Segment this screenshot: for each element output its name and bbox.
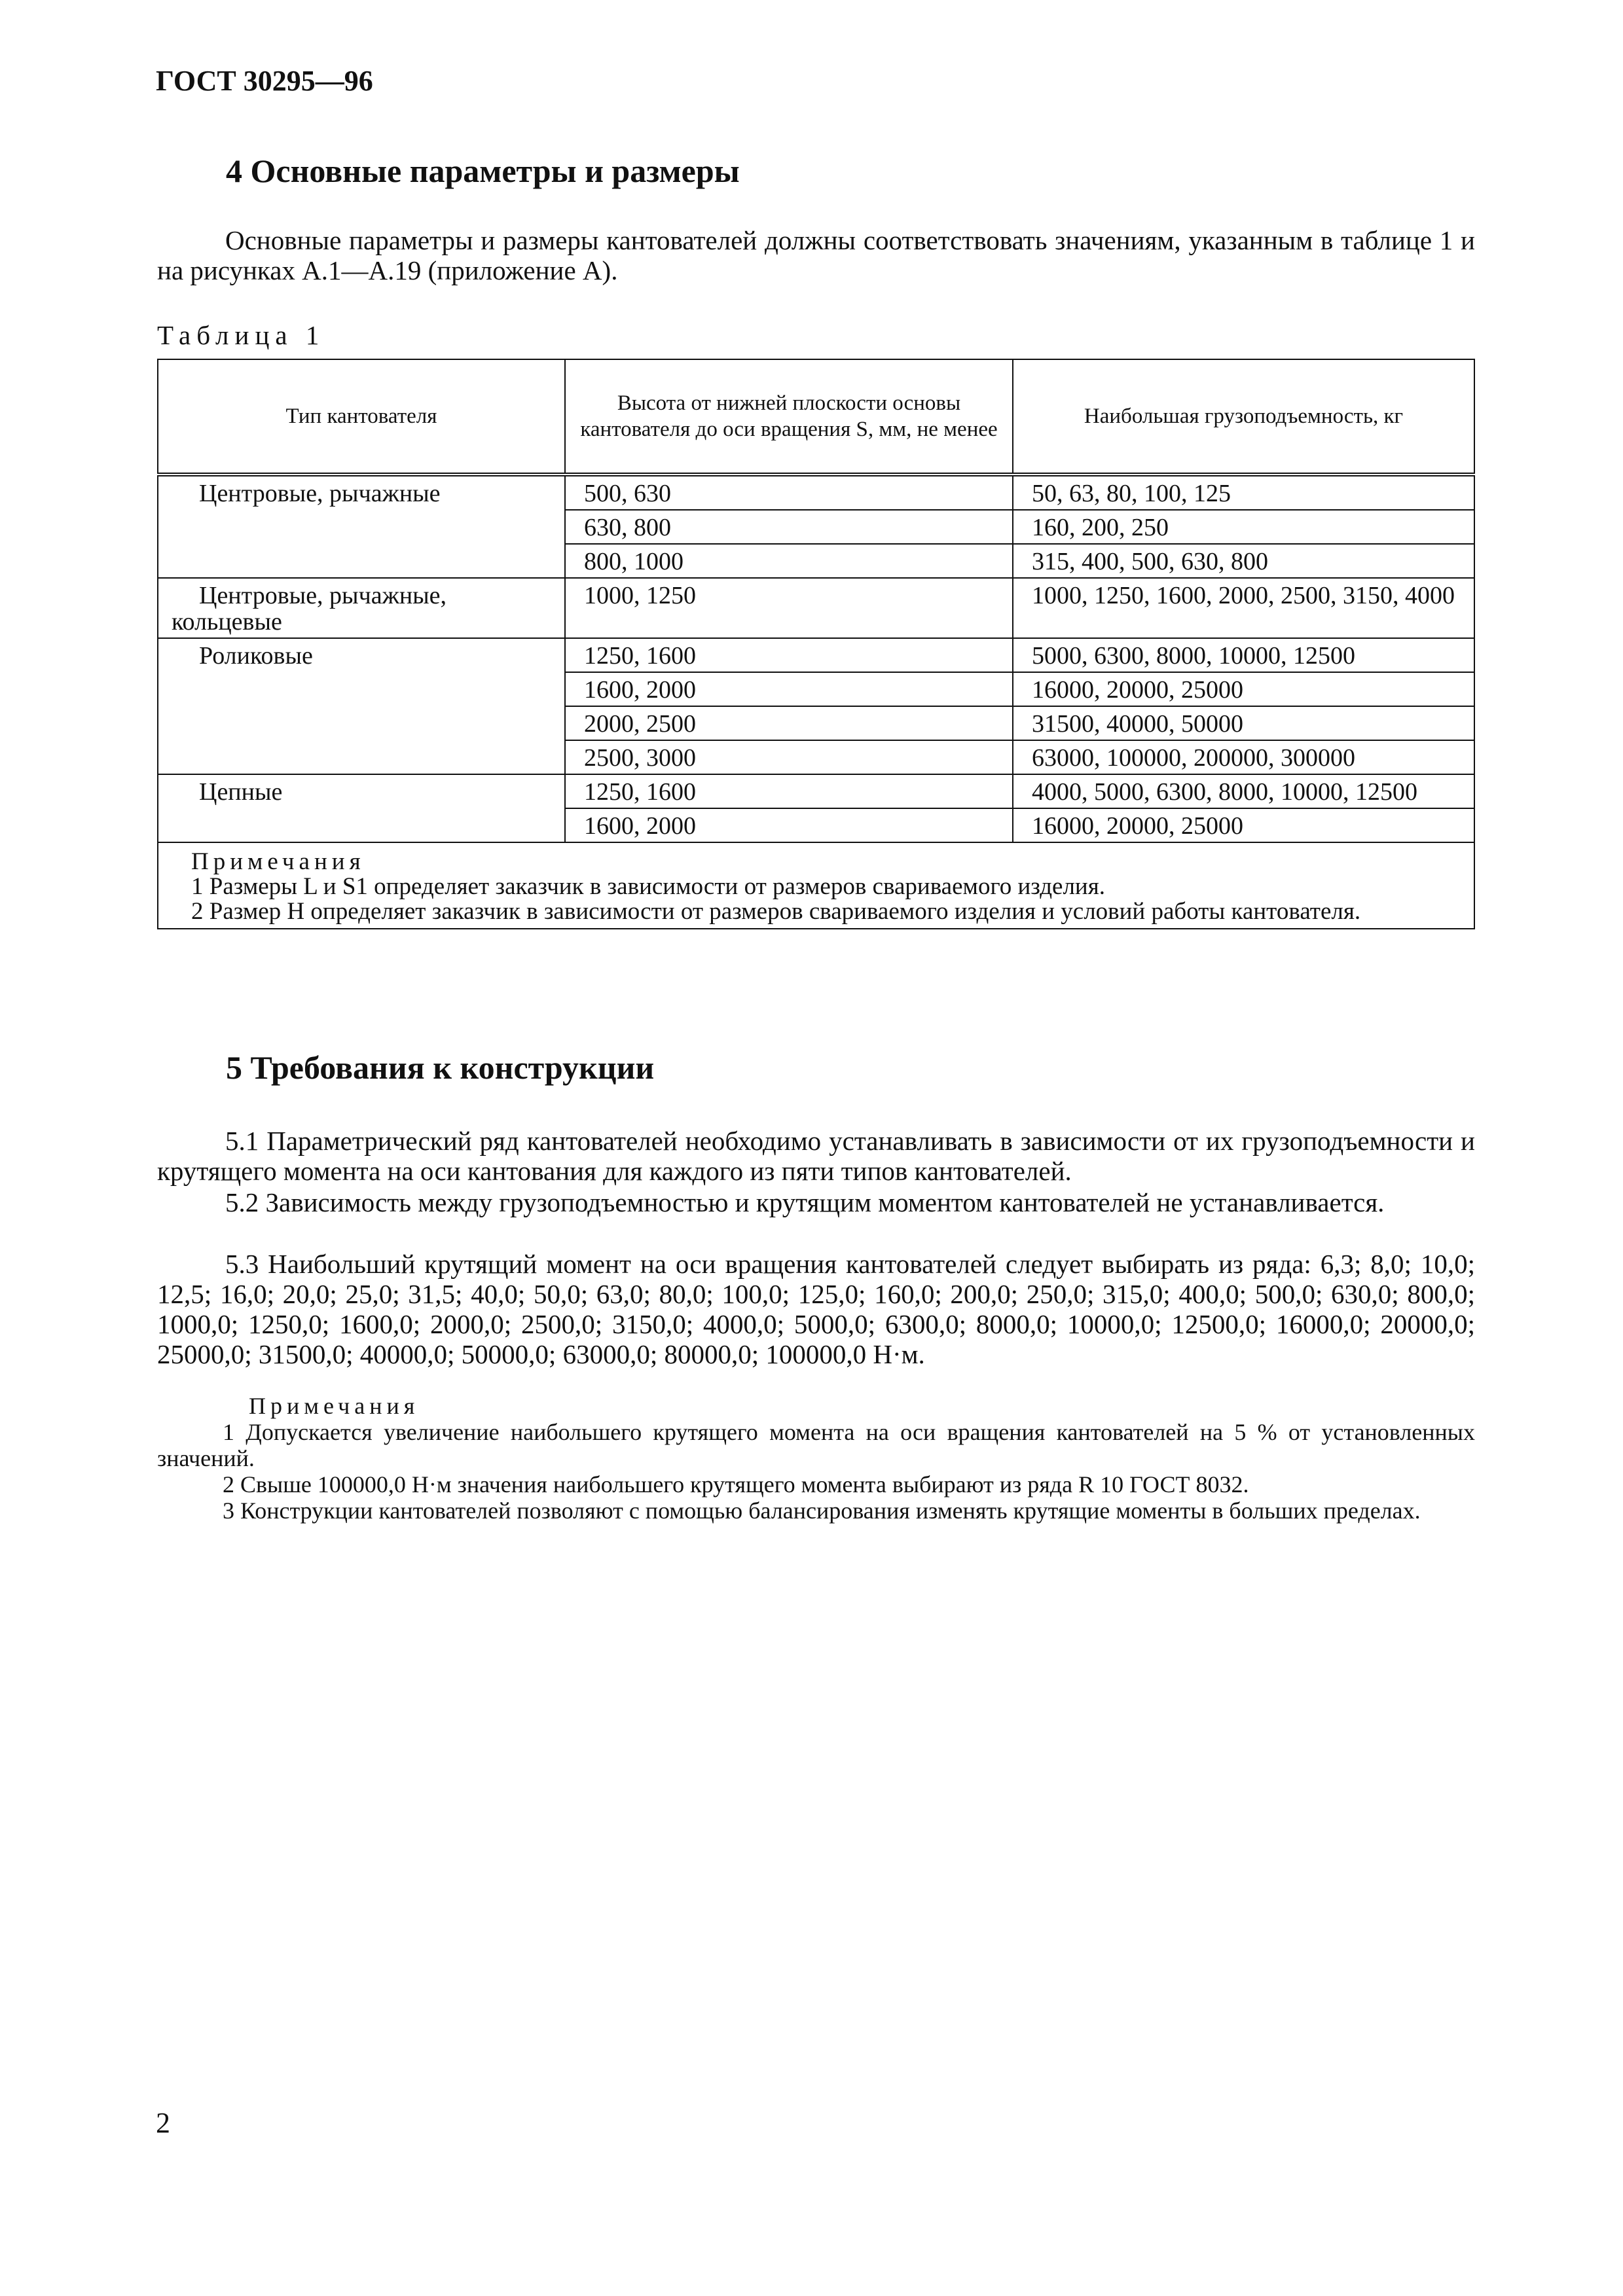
height-cell: 500, 630 (565, 475, 1013, 510)
table-row (158, 578, 1474, 638)
table-note: 2 Размер H определяет заказчик в зависимости от размеров свариваемого изделия и условий работы кантователя. (191, 898, 1361, 925)
type-cell: Роликовые (158, 638, 565, 774)
height-cell: 2000, 2500 (565, 706, 1013, 740)
table-notes-row (158, 842, 1474, 929)
parameters-table (157, 359, 1475, 929)
note-item: 3 Конструкции кантователей позволяют с помощью балансирования изменять крутящие моменты в больших пределах. (223, 1498, 1421, 1524)
capacity-cell: 16000, 20000, 25000 (1013, 808, 1474, 842)
height-cell: 2500, 3000 (565, 740, 1013, 774)
height-cell: 630, 800 (565, 510, 1013, 544)
capacity-cell: 50, 63, 80, 100, 125 (1013, 475, 1474, 510)
section-5-notes (157, 1393, 1475, 1524)
table-notes (158, 842, 1474, 929)
note-item: 1 Допускается увеличение наибольшего крутящего момента на оси вращения кантователей на 5 % от установленных значений. (157, 1419, 1475, 1471)
capacity-cell: 16000, 20000, 25000 (1013, 672, 1474, 706)
header-type: Тип кантователя (158, 359, 565, 475)
table-notes-title: Примечания (191, 848, 365, 875)
table-row (158, 774, 1474, 808)
capacity-cell: 31500, 40000, 50000 (1013, 706, 1474, 740)
type-cell: Центровые, рычажные, кольцевые (158, 578, 565, 638)
height-cell: 1600, 2000 (565, 808, 1013, 842)
paragraph-5-2: 5.2 Зависимость между грузоподъемностью и крутящим моментом кантователей не устанавливается. (225, 1187, 1385, 1217)
page-number: 2 (156, 2107, 170, 2139)
section-5-title: 5 Требования к конструкции (226, 1049, 655, 1086)
height-cell: 1250, 1600 (565, 638, 1013, 672)
table-header-row (158, 359, 1474, 475)
height-cell: 1000, 1250 (565, 578, 1013, 638)
document-code: ГОСТ 30295—96 (156, 65, 373, 97)
type-cell: Цепные (158, 774, 565, 842)
table-row (158, 475, 1474, 510)
header-capacity: Наибольшая грузоподъемность, кг (1013, 359, 1474, 475)
paragraph-5-3: 5.3 Наибольший крутящий момент на оси вращения кантователей следует выбирать из ряда: 6,3; 8,0; 10,0; 12,5; 16,0; 20,0; 25,0; 31,5; 40,0; 50,0; 63,0; 80,0; 100,0; 125,0; 160,0; 200,0; 250,0; 315,0; 400,0; 500,0; 630,0; 800,0; 1000,0; 1250,0; 1600,0; 2000,0; 2500,0; 3150,0; 4000,0; 5000,0; 6300,0; 8000,0; 10000,0; 12500,0; 16000,0; 20000,0; 25000,0; 31500,0; 40000,0; 50000,0; 63000,0; 80000,0; 100000,0 Н·м. (157, 1249, 1475, 1369)
capacity-cell: 4000, 5000, 6300, 8000, 10000, 12500 (1013, 774, 1474, 808)
section-4-paragraph: Основные параметры и размеры кантователей должны соответствовать значениям, указанным в таблице 1 и на рисунках А.1—А.19 (приложение А). (157, 225, 1475, 285)
table-caption: Таблица 1 (157, 320, 325, 350)
capacity-cell: 5000, 6300, 8000, 10000, 12500 (1013, 638, 1474, 672)
table-note: 1 Размеры L и S1 определяет заказчик в зависимости от размеров свариваемого изделия. (191, 873, 1105, 900)
capacity-cell: 315, 400, 500, 630, 800 (1013, 544, 1474, 578)
header-height: Высота от нижней плоскости основы кантователя до оси вращения S, мм, не менее (565, 359, 1013, 475)
note-item: 2 Свыше 100000,0 Н·м значения наибольшего крутящего момента выбирают из ряда R 10 ГОСТ 8032. (223, 1471, 1249, 1498)
height-cell: 1250, 1600 (565, 774, 1013, 808)
section-4-title: 4 Основные параметры и размеры (226, 152, 740, 189)
capacity-cell: 1000, 1250, 1600, 2000, 2500, 3150, 4000 (1013, 578, 1474, 638)
paragraph-5-1: 5.1 Параметрический ряд кантователей необходимо устанавливать в зависимости от их грузоподъемности и крутящего момента на оси кантования для каждого из пяти типов кантователей. (157, 1126, 1475, 1186)
capacity-cell: 160, 200, 250 (1013, 510, 1474, 544)
height-cell: 800, 1000 (565, 544, 1013, 578)
capacity-cell: 63000, 100000, 200000, 300000 (1013, 740, 1474, 774)
notes-title: Примечания (249, 1393, 420, 1419)
table-row (158, 638, 1474, 672)
height-cell: 1600, 2000 (565, 672, 1013, 706)
type-cell: Центровые, рычажные (158, 475, 565, 578)
